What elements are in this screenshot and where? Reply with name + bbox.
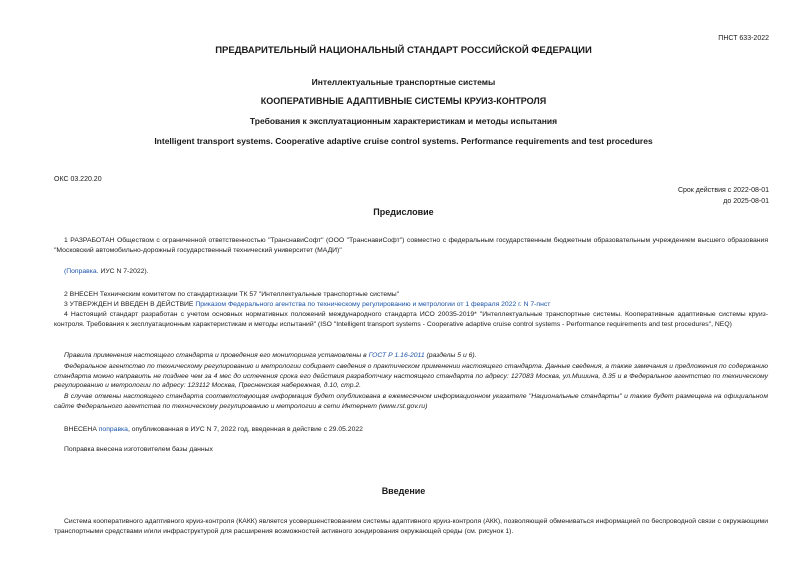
validity-to: до 2025-08-01 <box>723 198 769 205</box>
document-code: ПНСТ 633-2022 <box>718 35 769 42</box>
rules-prefix: Правила применения настоящего стандарта и проведения его мониторинга установлены в <box>64 352 369 359</box>
validity-period <box>678 185 769 207</box>
cancel-note: В случае отмены настоящего стандарта соответствующая информация будет опубликована в ежемесячном информационном указателе "Национальные стандарты" и также будет размещена на официальном сайте Федерального агентства по техническому регулированию и метрологии в сети Интернет (www.rst.gov.ru) <box>54 393 768 410</box>
foreword-item-3 <box>54 300 768 310</box>
amendment-note <box>54 267 768 277</box>
subtitle-systems: Интеллектуальные транспортные системы <box>311 77 496 87</box>
intro-title: Введение <box>381 486 426 496</box>
introduced-prefix: ВНЕСЕНА <box>64 426 99 433</box>
db-note: Поправка внесена изготовителем базы данных <box>64 446 213 453</box>
validity-from: Срок действия с 2022-08-01 <box>677 187 769 194</box>
english-title: Intelligent transport systems. Cooperative adaptive cruise control systems. Performance requirements and test procedures <box>154 136 653 146</box>
subtitle-cacc: КООПЕРАТИВНЫЕ АДАПТИВНЫЕ СИСТЕМЫ КРУИЗ-КОНТРОЛЯ <box>260 96 547 106</box>
agency-note: Федеральное агентство по техническому регулированию и метрологии собирает сведения о практическом применении настоящего стандарта. Данные сведения, а также замечания и предложения по содержанию стандарта можно направить не позднее чем за 4 мес до истечения срока его действия разработчику настоящего стандарта по адресу: 127083 Москва, ул.Мишина, д.35 и в Федеральное агентство по техническому регулированию и метрологии по адресу: 123112 Москва, Пресненская набережная, д.10, стр.2. <box>54 363 768 389</box>
subtitle-requirements: Требования к эксплуатационным характеристикам и методы испытания <box>249 116 558 126</box>
foreword-item-2: 2 ВНЕСЕН Техническим комитетом по стандартизации ТК 57 "Интеллектуальные транспортные системы" <box>64 291 400 298</box>
foreword-item-1: 1 РАЗРАБОТАН Обществом с ограниченной ответственностью "ТранснавиСофт" (ООО "ТранснавиСофт") совместно с федеральным государственным бюджетным образовательным учреждением высшего образования "Московский автомобильно-дорожный государственный технический университет (МАДИ)" <box>54 237 768 254</box>
oks-code: ОКС 03.220.20 <box>54 176 102 183</box>
amendment-link[interactable]: (Поправка. <box>64 268 99 275</box>
gost-link[interactable]: ГОСТ Р 1.16-2011 <box>368 352 425 359</box>
rules-suffix: (разделы 5 и 6). <box>424 352 477 359</box>
correction-link[interactable]: поправка <box>98 426 128 433</box>
foreword-title: Предисловие <box>373 207 434 217</box>
item3-prefix: 3 УТВЕРЖДЕН И ВВЕДЕН В ДЕЙСТВИЕ <box>64 301 196 308</box>
foreword-item-4: 4 Настоящий стандарт разработан с учетом основных нормативных положений международного стандарта ИСО 20035-2019* "Интеллектуальные транспортные системы. Кооперативные адаптивные системы круиз-контроля. Требования к эксплуатационным характеристикам и методы испытаний" (ISO "Intelligent transport systems - Cooperative adaptive cruise control systems - Performance requirements and test procedures", NEQ) <box>54 311 768 328</box>
order-link[interactable]: Приказом Федерального агентства по техническому регулированию и метрологии от 1 февраля 2022 г. N 7-пнст <box>195 301 551 308</box>
introduced-note <box>54 425 768 435</box>
intro-paragraph-1: Система кооперативного адаптивного круиз-контроля (КАКК) является усовершенствованием системы адаптивного круиз-контроля (АКК), позволяющей обмениваться информацией по беспроводной связи с окружающими транспортными средствами и/или инфраструктурой для расширения возможностей активного зондирования окружающей среды (см. рисунок 1). <box>54 518 768 535</box>
rules-note <box>54 351 768 361</box>
amendment-rest: ИУС N 7-2022). <box>98 268 149 275</box>
introduced-suffix: , опубликованная в ИУС N 7, 2022 год, введенная в действие с 29.05.2022 <box>127 426 363 433</box>
main-title: ПРЕДВАРИТЕЛЬНЫЙ НАЦИОНАЛЬНЫЙ СТАНДАРТ РОССИЙСКОЙ ФЕДЕРАЦИИ <box>215 45 592 56</box>
